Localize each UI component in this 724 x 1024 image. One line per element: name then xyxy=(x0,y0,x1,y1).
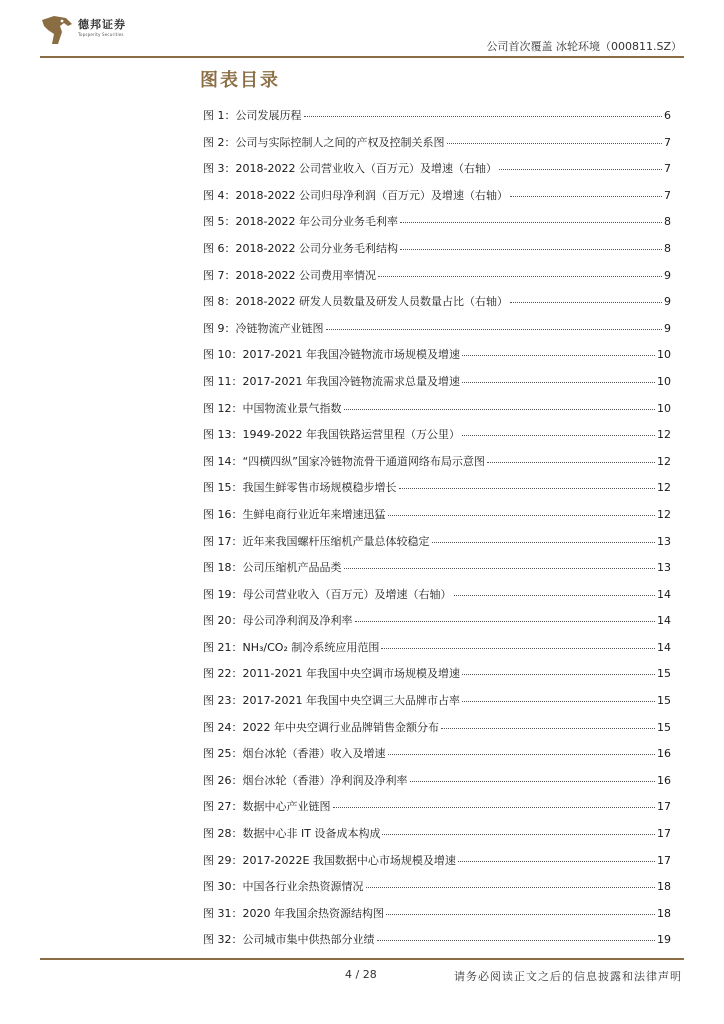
toc-entry-page: 12 xyxy=(657,454,671,468)
toc-entry-page: 12 xyxy=(657,507,671,521)
toc-entry[interactable] xyxy=(203,797,671,824)
toc-entry-page: 17 xyxy=(657,827,671,841)
toc-leader-dots xyxy=(400,237,662,250)
toc-entry-title: 图 32：公司城市集中供热部分业绩 xyxy=(203,933,375,947)
toc-entry[interactable] xyxy=(203,159,671,186)
toc-entry-title: 图 14：“四横四纵”国家冷链物流骨干通道网络布局示意图 xyxy=(203,454,485,468)
toc-entry-page: 15 xyxy=(657,694,671,708)
footer-divider xyxy=(40,958,684,960)
toc-entry[interactable] xyxy=(203,106,671,133)
toc-entry[interactable] xyxy=(203,664,671,691)
toc-entry-title: 图 31：2020 年我国余热资源结构图 xyxy=(203,906,384,920)
toc-entry[interactable] xyxy=(203,771,671,798)
page-title: 图表目录 xyxy=(200,70,280,91)
toc-entry-title: 图 21：NH₃/CO₂ 制冷系统应用范围 xyxy=(203,640,380,654)
toc-entry-page: 14 xyxy=(657,640,671,654)
toc-entry[interactable] xyxy=(203,691,671,718)
toc-leader-dots xyxy=(344,397,656,410)
toc-entry[interactable] xyxy=(203,585,671,612)
toc-leader-dots xyxy=(326,317,663,330)
toc-leader-dots xyxy=(355,609,656,622)
toc-entry-page: 15 xyxy=(657,720,671,734)
toc-entry[interactable] xyxy=(203,239,671,266)
toc-entry-title: 图 26：烟台冰轮（香港）净利润及净利率 xyxy=(203,773,408,787)
toc-entry-title: 图 30：中国各行业余热资源情况 xyxy=(203,880,364,894)
page-number: 4 / 28 xyxy=(345,968,377,981)
toc-entry[interactable] xyxy=(203,266,671,293)
toc-entry-title: 图 16：生鲜电商行业近年来增速迅猛 xyxy=(203,507,386,521)
toc-leader-dots xyxy=(388,742,656,755)
legal-disclaimer: 请务必阅读正文之后的信息披露和法律声明 xyxy=(454,970,682,983)
toc-entry-title: 图 22：2011-2021 年我国中央空调市场规模及增速 xyxy=(203,667,460,681)
toc-leader-dots xyxy=(454,583,656,596)
report-header-info: 公司首次覆盖 冰轮环境（000811.SZ） xyxy=(486,40,682,53)
toc-leader-dots xyxy=(399,476,656,489)
toc-entry[interactable] xyxy=(203,319,671,346)
toc-entry-title: 图 27：数据中心产业链图 xyxy=(203,800,331,814)
toc-entry-title: 图 2：公司与实际控制人之间的产权及控制关系图 xyxy=(203,135,445,149)
toc-leader-dots xyxy=(462,662,655,675)
toc-entry-title: 图 17：近年来我国螺杆压缩机产量总体较稳定 xyxy=(203,534,430,548)
toc-entry-page: 16 xyxy=(657,747,671,761)
toc-entry[interactable] xyxy=(203,212,671,239)
toc-entry[interactable] xyxy=(203,292,671,319)
toc-leader-dots xyxy=(366,875,656,888)
toc-entry-page: 13 xyxy=(657,561,671,575)
toc-entry-page: 7 xyxy=(664,162,671,176)
toc-entry-title: 图 20：母公司净利润及净利率 xyxy=(203,614,353,628)
toc-entry-page: 16 xyxy=(657,773,671,787)
toc-entry-title: 图 5：2018-2022 年公司分业务毛利率 xyxy=(203,215,398,229)
header-divider xyxy=(40,56,684,58)
toc-entry-page: 12 xyxy=(657,428,671,442)
toc-entry[interactable] xyxy=(203,930,671,957)
toc-entry-page: 14 xyxy=(657,587,671,601)
toc-entry-title: 图 15：我国生鲜零售市场规模稳步增长 xyxy=(203,481,397,495)
toc-entry[interactable] xyxy=(203,532,671,559)
toc-entry[interactable] xyxy=(203,345,671,372)
toc-entry-title: 图 6：2018-2022 公司分业务毛利结构 xyxy=(203,241,398,255)
toc-entry-title: 图 25：烟台冰轮（香港）收入及增速 xyxy=(203,747,386,761)
toc-entry-page: 9 xyxy=(664,295,671,309)
toc-entry-title: 图 9：冷链物流产业链图 xyxy=(203,321,324,335)
company-logo xyxy=(40,14,200,48)
logo-name: 德邦证券 xyxy=(78,18,126,31)
toc-leader-dots xyxy=(304,104,663,117)
logo-icon xyxy=(40,14,74,46)
toc-leader-dots xyxy=(344,556,656,569)
toc-entry-title: 图 28：数据中心非 IT 设备成本构成 xyxy=(203,827,381,841)
toc-entry-title: 图 24：2022 年中央空调行业品牌销售金额分布 xyxy=(203,720,439,734)
toc-entry[interactable] xyxy=(203,611,671,638)
toc-entry[interactable] xyxy=(203,425,671,452)
toc-entry-page: 17 xyxy=(657,800,671,814)
toc-entry-page: 7 xyxy=(664,188,671,202)
page-header xyxy=(0,0,724,60)
toc-leader-dots xyxy=(378,264,662,277)
toc-entry[interactable] xyxy=(203,744,671,771)
toc-entry[interactable] xyxy=(203,638,671,665)
toc-entry-title: 图 18：公司压缩机产品品类 xyxy=(203,561,342,575)
toc-leader-dots xyxy=(462,423,655,436)
toc-leader-dots xyxy=(410,769,656,782)
toc-entry-page: 15 xyxy=(657,667,671,681)
toc-entry-page: 13 xyxy=(657,534,671,548)
toc-entry-page: 10 xyxy=(657,348,671,362)
toc-leader-dots xyxy=(458,849,655,862)
toc-entry-page: 12 xyxy=(657,481,671,495)
toc-leader-dots xyxy=(441,716,655,729)
toc-entry-title: 图 1：公司发展历程 xyxy=(203,109,302,122)
toc-entry-page: 14 xyxy=(657,614,671,628)
toc-leader-dots xyxy=(510,184,662,197)
toc-leader-dots xyxy=(499,157,662,170)
toc-entry-page: 18 xyxy=(657,880,671,894)
toc-leader-dots xyxy=(447,131,663,144)
toc-entry[interactable] xyxy=(203,558,671,585)
toc-entry-title: 图 3：2018-2022 公司营业收入（百万元）及增速（右轴） xyxy=(203,162,497,176)
toc-entry-page: 18 xyxy=(657,906,671,920)
toc-entry[interactable] xyxy=(203,372,671,399)
toc-entry-title: 图 4：2018-2022 公司归母净利润（百万元）及增速（右轴） xyxy=(203,188,508,202)
toc-leader-dots xyxy=(462,689,655,702)
toc-entry[interactable] xyxy=(203,399,671,426)
toc-entry[interactable] xyxy=(203,478,671,505)
toc-entry-page: 17 xyxy=(657,853,671,867)
toc-entry-title: 图 19：母公司营业收入（百万元）及增速（右轴） xyxy=(203,587,452,601)
toc-leader-dots xyxy=(432,530,656,543)
toc-entry[interactable] xyxy=(203,505,671,532)
toc-entry-title: 图 12：中国物流业景气指数 xyxy=(203,401,342,415)
toc-leader-dots xyxy=(462,343,655,356)
toc-entry-page: 7 xyxy=(664,135,671,149)
toc-entry-title: 图 23：2017-2021 年我国中央空调三大品牌市占率 xyxy=(203,694,460,708)
toc-leader-dots xyxy=(388,503,656,516)
toc-entry[interactable] xyxy=(203,877,671,904)
toc-entry[interactable] xyxy=(203,824,671,851)
toc-entry-page: 10 xyxy=(657,374,671,388)
toc-entry-title: 图 8：2018-2022 研发人员数量及研发人员数量占比（右轴） xyxy=(203,295,508,309)
toc-entry[interactable] xyxy=(203,133,671,160)
toc-entry-page: 8 xyxy=(664,241,671,255)
toc-entry-page: 6 xyxy=(664,109,671,122)
toc-entry-title: 图 10：2017-2021 年我国冷链物流市场规模及增速 xyxy=(203,348,460,362)
toc-entry[interactable] xyxy=(203,186,671,213)
toc-leader-dots xyxy=(400,210,662,223)
toc-leader-dots xyxy=(510,290,662,303)
toc-entry[interactable] xyxy=(203,718,671,745)
toc-entry-page: 10 xyxy=(657,401,671,415)
toc-leader-dots xyxy=(381,636,655,649)
figure-toc xyxy=(203,106,671,957)
toc-leader-dots xyxy=(386,902,655,915)
toc-entry-title: 图 11：2017-2021 年我国冷链物流需求总量及增速 xyxy=(203,374,460,388)
toc-entry[interactable] xyxy=(203,851,671,878)
toc-leader-dots xyxy=(382,822,655,835)
toc-leader-dots xyxy=(487,450,655,463)
logo-subtitle: Topsperity Securities xyxy=(78,32,124,37)
toc-entry-title: 图 29：2017-2022E 我国数据中心市场规模及增速 xyxy=(203,853,456,867)
toc-entry-title: 图 7：2018-2022 公司费用率情况 xyxy=(203,268,376,282)
toc-leader-dots xyxy=(377,928,656,941)
toc-entry[interactable] xyxy=(203,452,671,479)
toc-entry-page: 19 xyxy=(657,933,671,947)
toc-leader-dots xyxy=(462,370,655,383)
toc-entry-page: 9 xyxy=(664,268,671,282)
toc-entry[interactable] xyxy=(203,904,671,931)
toc-entry-title: 图 13：1949-2022 年我国铁路运营里程（万公里） xyxy=(203,428,460,442)
toc-leader-dots xyxy=(333,795,656,808)
toc-entry-page: 9 xyxy=(664,321,671,335)
toc-entry-page: 8 xyxy=(664,215,671,229)
